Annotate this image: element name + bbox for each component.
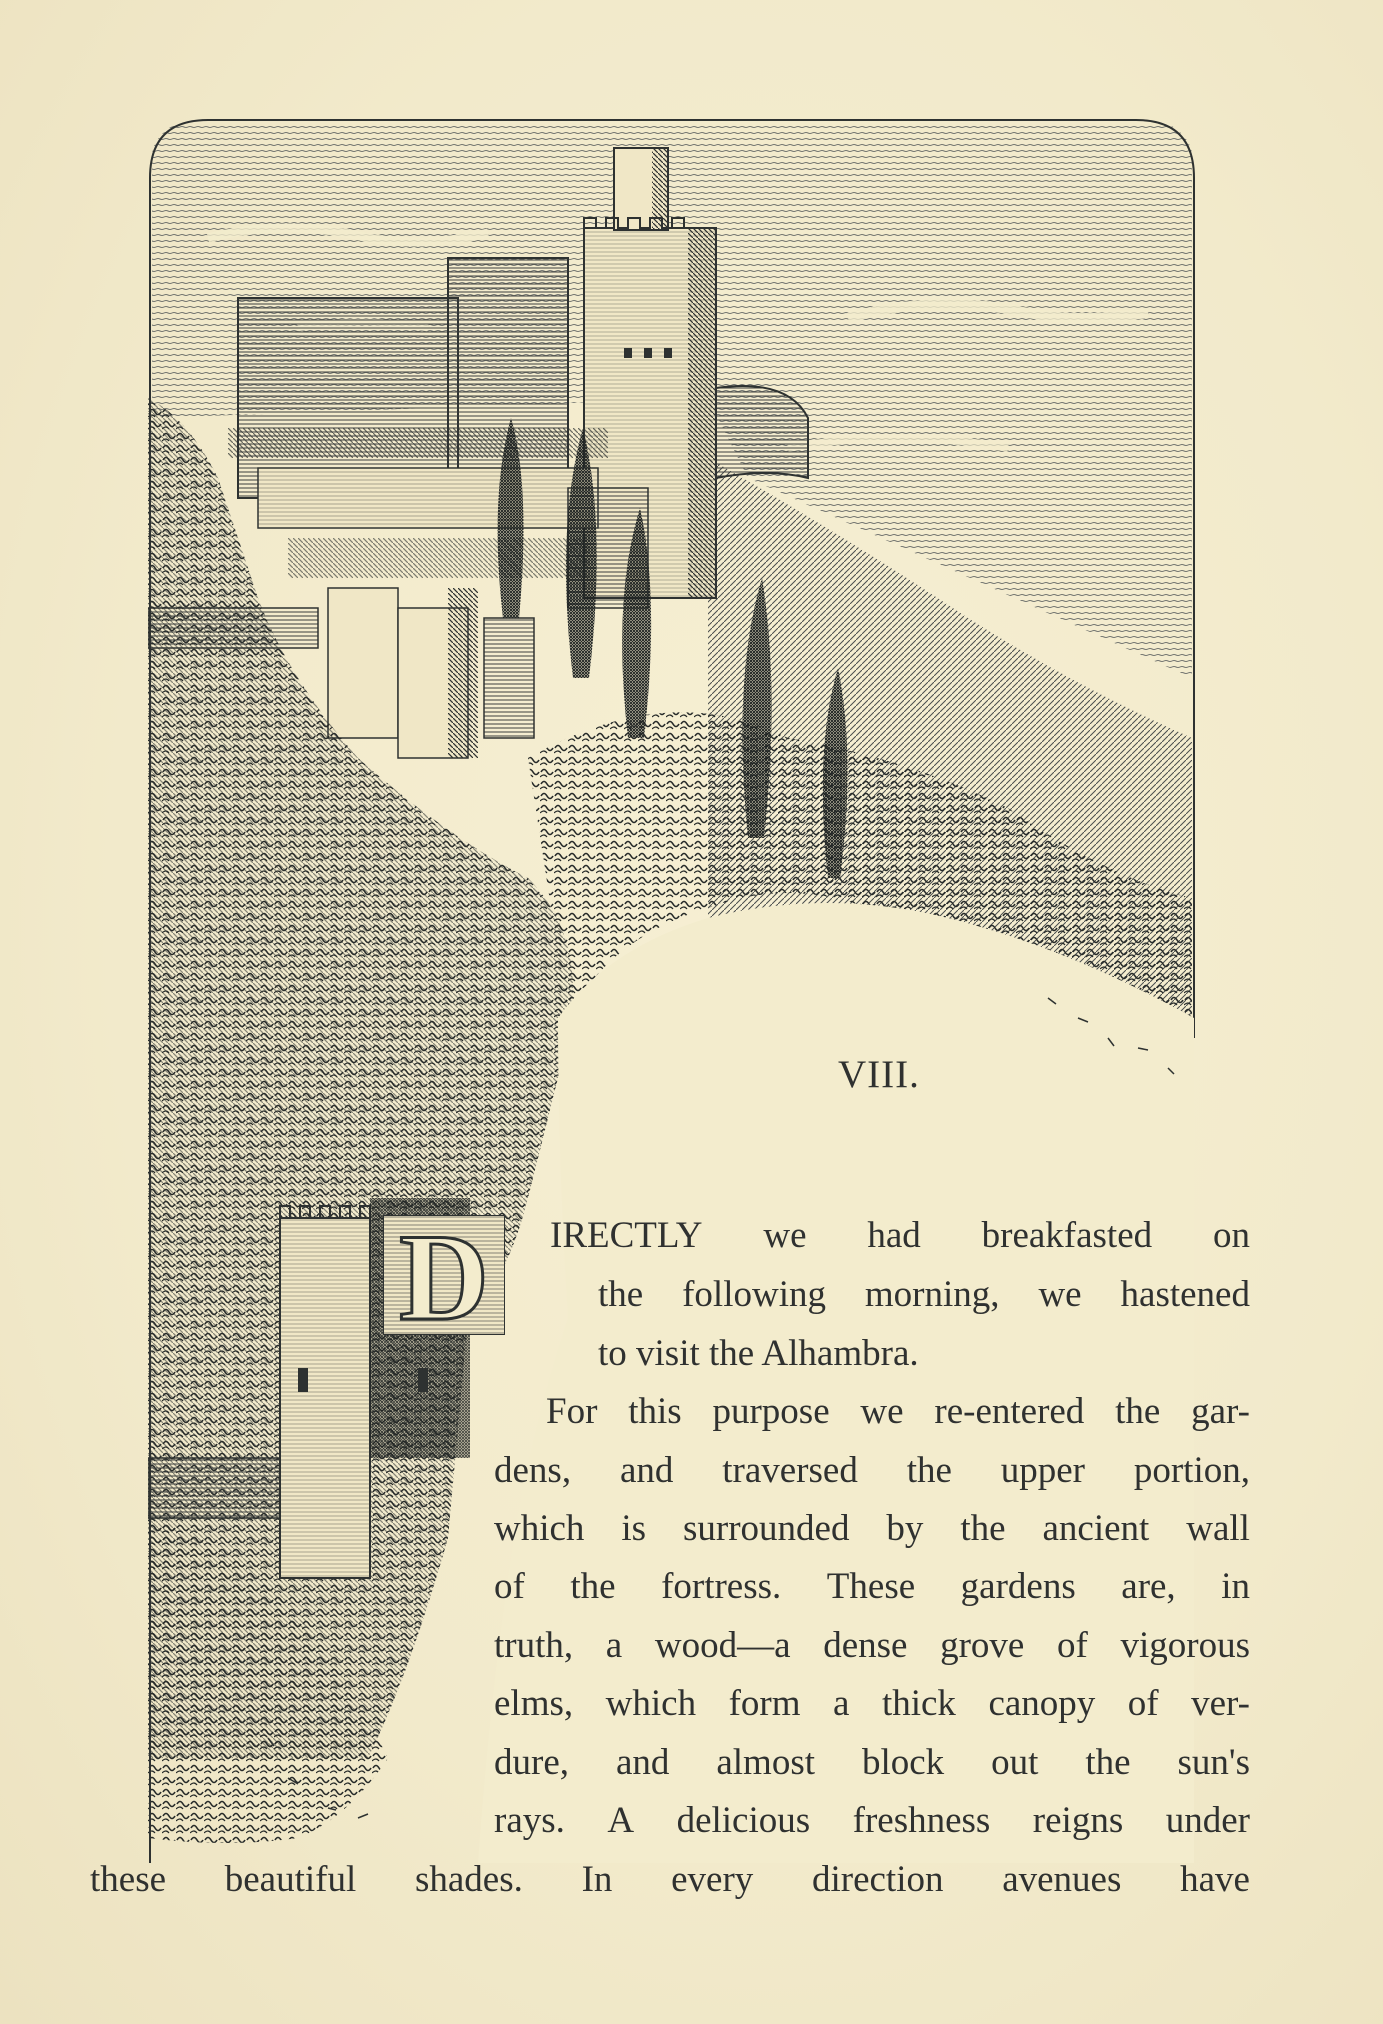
word: of — [1057, 1625, 1088, 1666]
word: truth, — [494, 1625, 574, 1666]
text-line — [494, 1682, 1250, 1726]
word: these — [90, 1859, 167, 1900]
word: purpose — [712, 1391, 830, 1432]
word: fortress. — [661, 1566, 782, 1607]
drop-cap-letter: D — [399, 1215, 489, 1335]
word: almost — [716, 1742, 816, 1783]
word: In — [581, 1859, 613, 1900]
word: sun's — [1177, 1742, 1250, 1783]
word: of — [494, 1566, 525, 1607]
word: out — [991, 1742, 1039, 1783]
word: which — [494, 1508, 585, 1549]
text-line — [494, 1449, 1250, 1493]
text-line — [494, 1799, 1250, 1843]
word: portion, — [1133, 1450, 1250, 1491]
ornamental-drop-cap — [383, 1215, 505, 1335]
word: re-entered — [934, 1391, 1085, 1432]
word: shades. — [414, 1859, 523, 1900]
word: the — [1085, 1742, 1131, 1783]
word: wall — [1186, 1508, 1250, 1549]
text-line — [494, 1741, 1250, 1785]
word: block — [861, 1742, 945, 1783]
word: by — [886, 1508, 924, 1549]
word: rays. — [494, 1800, 565, 1841]
text-line — [494, 1507, 1250, 1551]
word: have — [1180, 1859, 1250, 1900]
word: in — [1221, 1566, 1250, 1607]
text-line — [494, 1565, 1250, 1609]
word: under — [1165, 1800, 1250, 1841]
word: wood—a — [654, 1625, 791, 1666]
word: upper — [1000, 1450, 1085, 1491]
word: traversed — [722, 1450, 858, 1491]
word: These — [826, 1566, 916, 1607]
word: For — [546, 1391, 598, 1432]
word: which — [605, 1683, 697, 1724]
word: and — [615, 1742, 670, 1783]
chapter-heading: VIII. — [838, 1053, 920, 1096]
word: of — [1127, 1683, 1159, 1724]
word: on — [1212, 1215, 1250, 1256]
word: reigns — [1032, 1800, 1124, 1841]
word: we — [763, 1215, 807, 1256]
word: are, — [1121, 1566, 1176, 1607]
word: the — [570, 1566, 616, 1607]
word: canopy — [988, 1683, 1096, 1724]
word: this — [628, 1391, 682, 1432]
word: is — [621, 1508, 647, 1549]
word: a — [605, 1625, 623, 1666]
text-line — [90, 1858, 1250, 1902]
word: breakfasted — [981, 1215, 1153, 1256]
word: IRECTLY — [550, 1215, 703, 1256]
word: following — [682, 1274, 826, 1315]
word: gar- — [1191, 1391, 1250, 1432]
word: dense — [823, 1625, 908, 1666]
word: every — [671, 1859, 754, 1900]
word: freshness — [852, 1800, 991, 1841]
word: form — [728, 1683, 801, 1724]
word: direction — [811, 1859, 944, 1900]
word: grove — [940, 1625, 1025, 1666]
word: dens, — [494, 1450, 572, 1491]
text-line: to visit the Alhambra. — [598, 1333, 919, 1374]
text-line — [546, 1390, 1250, 1434]
word: delicious — [676, 1800, 811, 1841]
word: avenues — [1002, 1859, 1122, 1900]
word: we — [1038, 1274, 1082, 1315]
text-line — [550, 1214, 1250, 1258]
word: the — [1115, 1391, 1161, 1432]
word: had — [867, 1215, 921, 1256]
word: we — [860, 1391, 904, 1432]
word: vigorous — [1120, 1625, 1250, 1666]
word: ancient — [1042, 1508, 1150, 1549]
word: the — [960, 1508, 1006, 1549]
word: beautiful — [224, 1859, 357, 1900]
word: ver- — [1191, 1683, 1250, 1724]
word: surrounded — [683, 1508, 850, 1549]
word: dure, — [494, 1742, 569, 1783]
word: gardens — [960, 1566, 1076, 1607]
word: and — [619, 1450, 674, 1491]
word: the — [906, 1450, 952, 1491]
text-line — [494, 1624, 1250, 1668]
word: the — [598, 1274, 644, 1315]
word: a — [833, 1683, 850, 1724]
word: thick — [881, 1683, 956, 1724]
word: hastened — [1120, 1274, 1250, 1315]
word: A — [607, 1800, 635, 1841]
word: elms, — [494, 1683, 574, 1724]
text-line — [598, 1273, 1250, 1317]
word: morning, — [864, 1274, 1000, 1315]
